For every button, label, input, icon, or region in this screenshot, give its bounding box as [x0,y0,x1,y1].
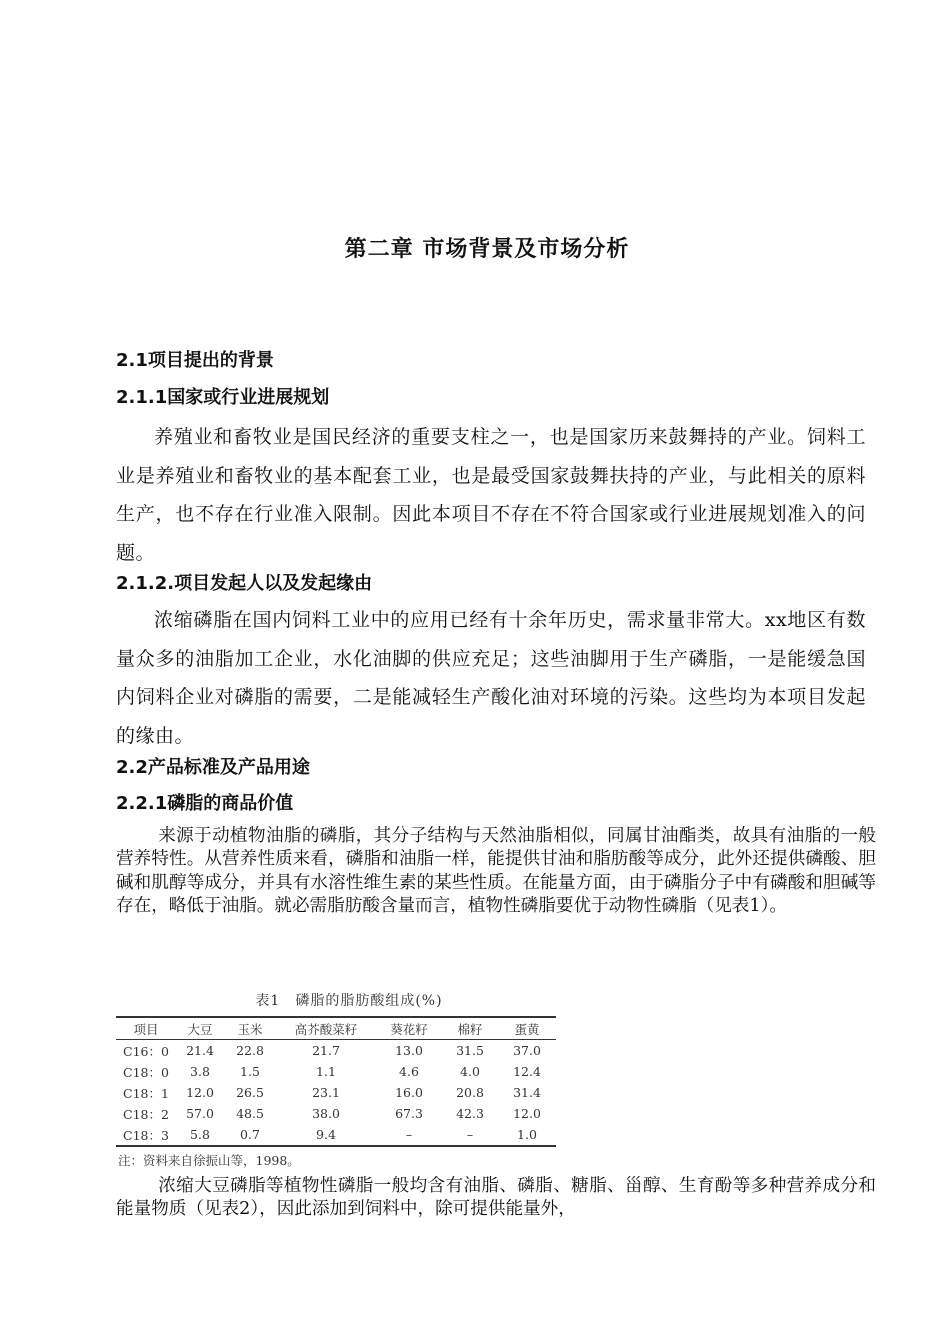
table-cell: 16.0 [395,1085,423,1100]
table-header-cell: 项目 [133,1021,159,1037]
table-row [116,1082,556,1103]
table-caption: 表1 磷脂的脂肪酸组成(%) [255,993,443,1009]
table-cell: 31.4 [513,1085,541,1100]
table-header-cell: 棉籽 [457,1021,483,1037]
table-cell: C18：1 [123,1085,169,1101]
table-cell: 21.7 [312,1043,340,1058]
table-cell: 48.5 [236,1106,264,1121]
table-cell: C16：0 [123,1043,169,1059]
table-cell: 22.8 [236,1043,264,1058]
paragraph-commercial-value: 来源于动植物油脂的磷脂，其分子结构与天然油脂相似，同属甘油酯类，故具有油脂的一般营养特性。从营养性质来看，磷脂和油脂一样，能提供甘油和脂肪酸等成分，此外还提供磷酸、胆碱和肌醇等成分，并具有水溶性维生素的某些性质。在能量方面，由于磷脂分子中有磷酸和胆碱等存在，略低于油脂。就必需脂肪酸含量而言，植物性磷脂要优于动物性磷脂（见表1）。 [116,826,876,916]
table-cell: 12.0 [513,1106,541,1121]
table-row [116,1040,556,1062]
table-cell: 0.7 [240,1127,260,1142]
table-cell: 4.0 [460,1064,480,1079]
table-row [116,1103,556,1124]
paragraph-closing: 浓缩大豆磷脂等植物性磷脂一般均含有油脂、磷脂、糖脂、甾醇、生育酚等多种营养成分和能量物质（见表2），因此添加到饲料中，除可提供能量外， [116,1176,876,1220]
table-header-cell: 葵花籽 [390,1021,428,1037]
table-row [116,1061,556,1082]
table-cell: 12.4 [513,1064,541,1079]
table-cell: 21.4 [186,1043,214,1058]
table-cell: – [466,1127,474,1142]
table-cell: 31.5 [456,1043,484,1058]
section-heading-2-2: 2.2产品标准及产品用途 [116,757,310,778]
table-cell: 38.0 [312,1106,340,1121]
table-cell: 9.4 [316,1127,336,1142]
table-cell: 1.0 [517,1127,537,1142]
table-note: 注：资料来自徐振山等，1998。 [118,1153,300,1168]
table-cell: C18：3 [123,1127,169,1143]
table-cell: 12.0 [186,1085,214,1100]
table-cell: 37.0 [513,1043,541,1058]
fatty-acid-table [116,1016,556,1147]
table-header-row [116,1017,556,1040]
table-cell: 4.6 [399,1064,419,1079]
table-cell: 1.5 [240,1064,260,1079]
table-header-cell: 大豆 [187,1021,213,1037]
table-row [116,1124,556,1146]
table-cell: 23.1 [312,1085,340,1100]
chapter-title: 第二章 市场背景及市场分析 [344,237,630,262]
table-cell: C18：2 [123,1106,169,1122]
table-cell: 26.5 [236,1085,264,1100]
table-cell: 42.3 [456,1106,484,1121]
table-fatty-acid [116,990,558,1169]
table-cell: 57.0 [186,1106,214,1121]
table-header-cell: 蛋黄 [514,1021,540,1037]
table-cell: – [405,1127,413,1142]
table-cell: 67.3 [395,1106,423,1121]
table-cell: 1.1 [316,1064,336,1079]
section-heading-2-2-1: 2.2.1磷脂的商品价值 [116,793,294,814]
table-cell: 3.8 [190,1064,210,1079]
table-cell: C18：0 [123,1064,169,1080]
paragraph-industry-plan: 养殖业和畜牧业是国民经济的重要支柱之一，也是国家历来鼓舞持的产业。饲料工业是养殖业和畜牧业的基本配套工业，也是最受国家鼓舞扶持的产业，与此相关的原料生产，也不存在行业准入限制。因此本项目不存在不符合国家或行业进展规划准入的问题。 [116,426,866,564]
table-header-cell: 高芥酸菜籽 [294,1021,358,1037]
section-heading-2-1-2: 2.1.2.项目发起人以及发起缘由 [116,573,373,594]
paragraph-project-origin: 浓缩磷脂在国内饲料工业中的应用已经有十余年历史，需求量非常大。xx地区有数量众多的油脂加工企业，水化油脚的供应充足；这些油脚用于生产磷脂，一是能缓急国内饲料企业对磷脂的需要，二是能减轻生产酸化油对环境的污染。这些均为本项目发起的缘由。 [116,609,866,747]
table-cell: 5.8 [190,1127,210,1142]
table-cell: 20.8 [456,1085,484,1100]
table-header-cell: 玉米 [237,1021,263,1037]
table-cell: 13.0 [395,1043,423,1058]
section-heading-2-1-1: 2.1.1国家或行业进展规划 [116,387,330,408]
section-heading-2-1: 2.1项目提出的背景 [116,350,274,371]
